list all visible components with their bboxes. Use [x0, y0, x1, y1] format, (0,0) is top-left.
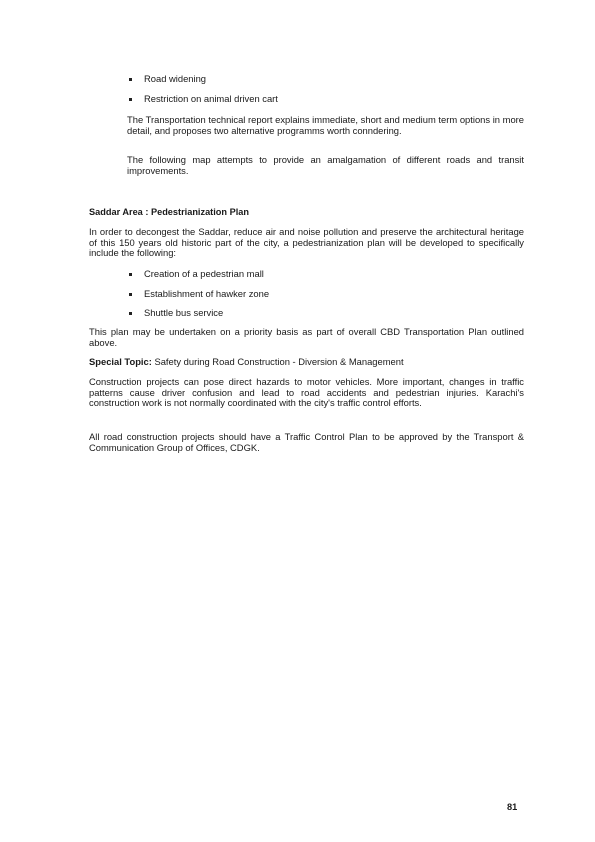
bullet-icon	[129, 293, 132, 296]
paragraph-saddar-plan: In order to decongest the Saddar, reduce air and noise pollution and preserve the architectural heritage of this 150 years old historic part of the city, a pedestrianization plan will be developed to specifically include the following:	[89, 226, 524, 259]
special-topic-title: Safety during Road Construction - Diversion & Management	[151, 356, 404, 367]
list-item-text: Establishment of hawker zone	[144, 288, 270, 299]
special-topic-line	[89, 357, 524, 368]
list-item	[144, 94, 278, 105]
list-item	[144, 308, 223, 319]
bullet-icon	[129, 273, 132, 276]
list-item	[144, 289, 269, 300]
list-item	[144, 74, 206, 85]
paragraph-technical-report: The Transportation technical report explains immediate, short and medium term options in more detail, and proposes two alternative programms worth conndering.	[127, 114, 524, 136]
section-heading-saddar: Saddar Area : Pedestrianization Plan	[89, 207, 249, 217]
list-item-text: Restriction on animal driven cart	[144, 93, 278, 104]
bullet-icon	[129, 98, 132, 101]
paragraph-priority-basis: This plan may be undertaken on a priority basis as part of overall CBD Transportation Plan outlined above.	[89, 326, 524, 348]
special-topic-label: Special Topic:	[89, 356, 152, 367]
bullet-icon	[129, 78, 132, 81]
list-item-text: Creation of a pedestrian mall	[144, 268, 264, 279]
paragraph-traffic-control-plan: All road construction projects should have a Traffic Control Plan to be approved by the Transport & Communication Group of Offices, CDGK.	[89, 431, 524, 453]
bullet-icon	[129, 312, 132, 315]
paragraph-map-intro: The following map attempts to provide an amalgamation of different roads and transit improvements.	[127, 154, 524, 176]
list-item-text: Road widening	[144, 73, 207, 84]
paragraph-construction-hazards: Construction projects can pose direct hazards to motor vehicles. More important, changes in traffic patterns cause driver confusion and lead to road accidents and pedestrian injuries. Karachi's construction work is not normally coordinated with the city's traffic control efforts.	[89, 376, 524, 409]
page-number: 81	[507, 802, 518, 812]
list-item	[144, 269, 264, 280]
list-item-text: Shuttle bus service	[144, 307, 224, 318]
